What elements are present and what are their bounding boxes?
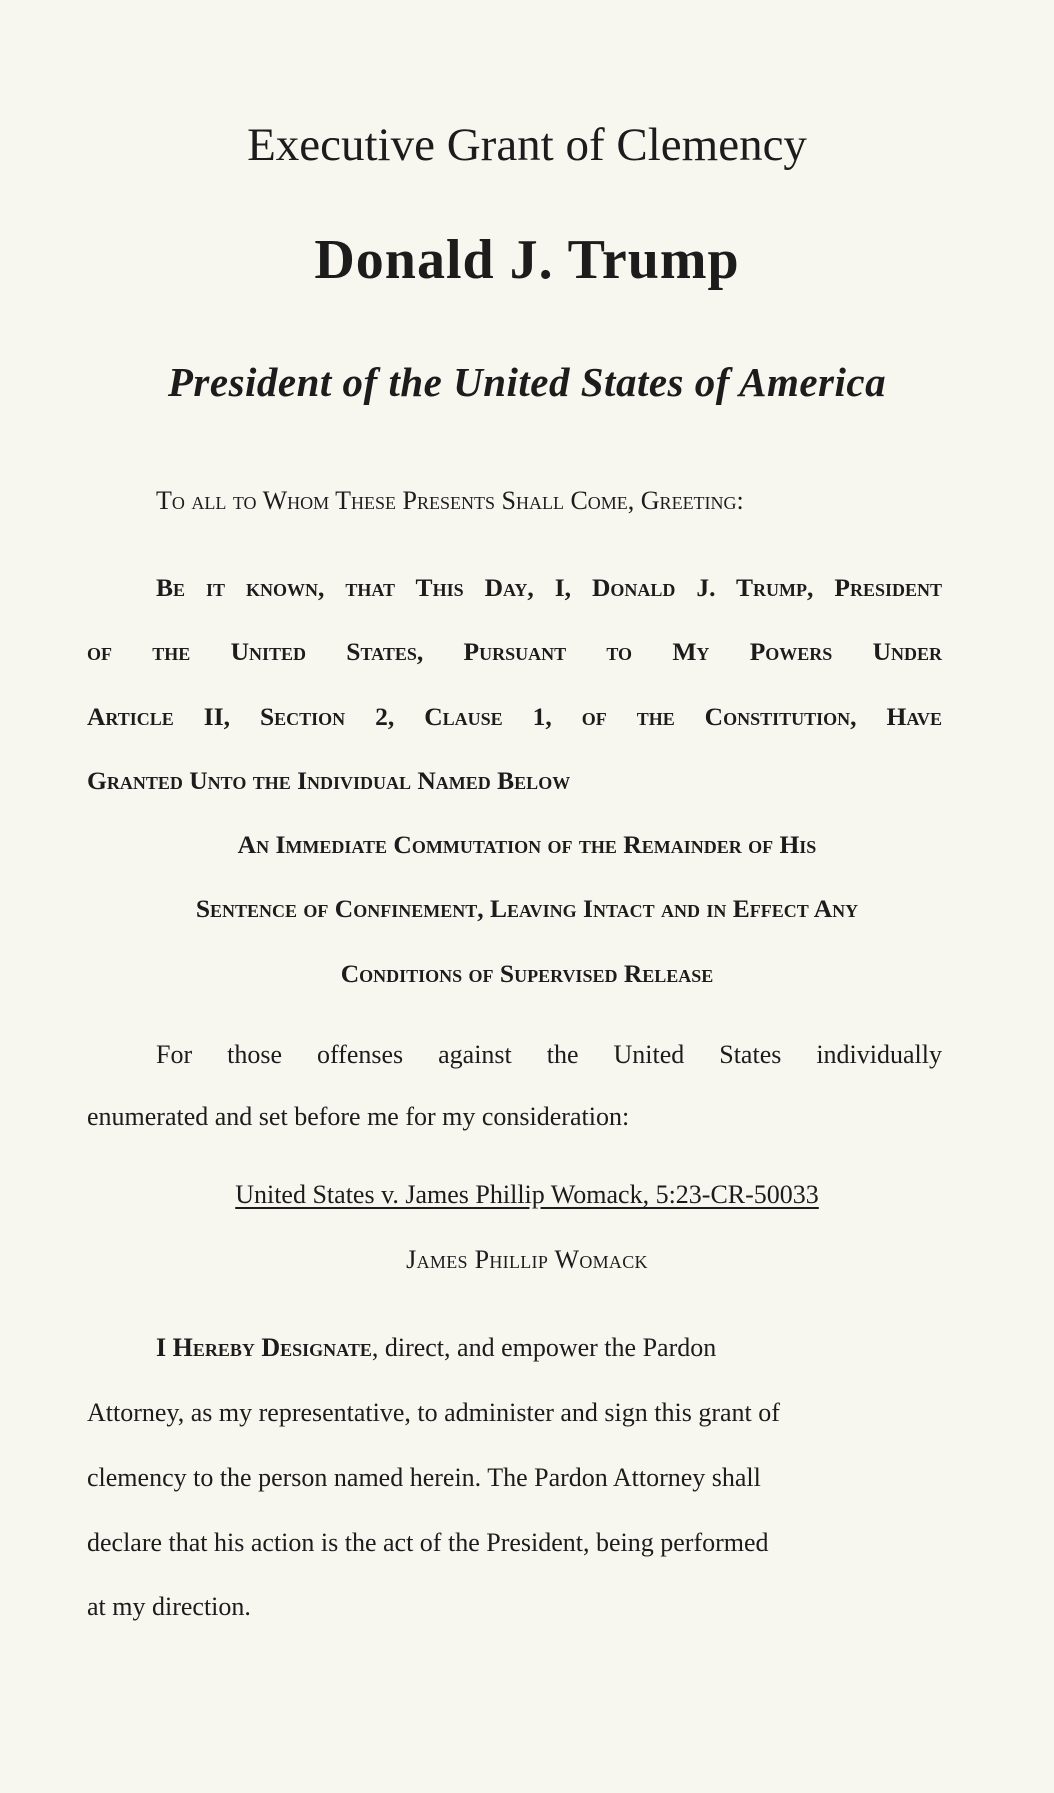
designation-lead: I Hereby Designate — [156, 1333, 372, 1362]
offenses-line-1: For those offenses against the United States individually — [156, 1040, 942, 1069]
case-caption — [0, 1180, 1054, 1210]
commutation-line-2: Sentence of Confinement, Leaving Intact and in Effect Any — [195, 894, 859, 923]
case-caption-text: United States v. James Phillip Womack, 5:23-CR-50033 — [235, 1180, 819, 1209]
grant-line-1: Be it known, that This Day, I, Donald J. Trump, President — [156, 573, 942, 602]
grant-line-4: Granted Unto the Individual Named Below — [87, 766, 571, 795]
president-name: Donald J. Trump — [314, 229, 740, 291]
designation-line-1 — [156, 1333, 716, 1363]
designation-line-3: clemency to the person named herein. The Pardon Attorney shall — [87, 1463, 761, 1492]
document-title: Executive Grant of Clemency — [247, 119, 807, 171]
commutation-line-1: An Immediate Commutation of the Remainder of His — [237, 830, 817, 859]
grant-line-3: Article II, Section 2, Clause 1, of the Constitution, Have — [87, 702, 942, 731]
president-office: President of the United States of America — [167, 359, 887, 405]
grant-line-2: of the United States, Pursuant to My Powers Under — [87, 637, 942, 666]
commutation-line-3: Conditions of Supervised Release — [340, 959, 714, 988]
offenses-line-2: enumerated and set before me for my consideration: — [87, 1102, 630, 1131]
greeting-line: To all to Whom These Presents Shall Come, Greeting: — [156, 486, 744, 515]
designation-line-2: Attorney, as my representative, to administer and sign this grant of — [87, 1398, 780, 1427]
designation-line-4: declare that his action is the act of the President, being performed — [87, 1528, 769, 1557]
designation-line-5: at my direction. — [87, 1592, 251, 1621]
person-name: James Phillip Womack — [406, 1245, 648, 1274]
designation-line-1-rest: , direct, and empower the Pardon — [371, 1333, 717, 1362]
